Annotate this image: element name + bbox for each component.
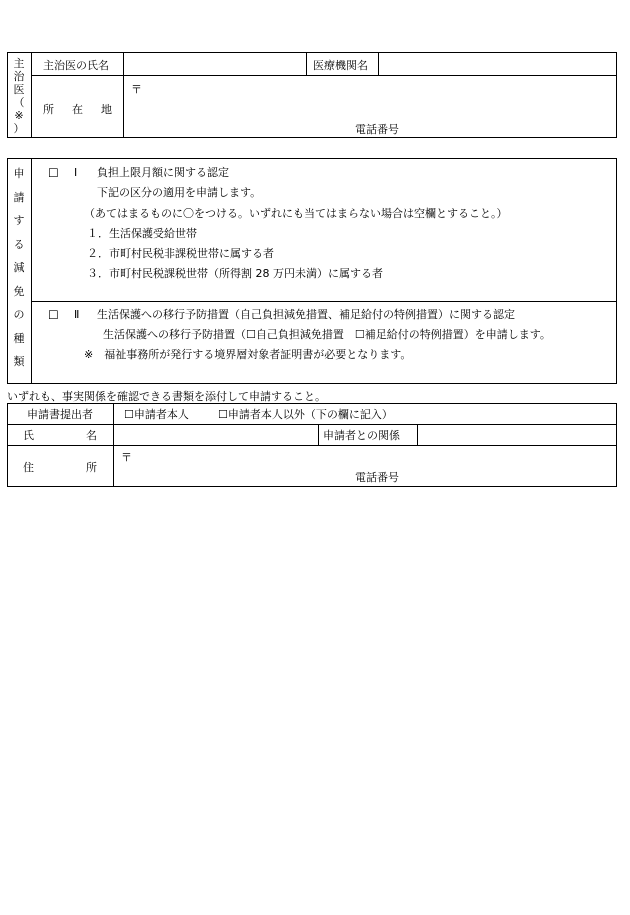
section2-note: ※ 福祉事務所が発行する境界層対象者証明書が必要となります。 [84, 348, 412, 361]
reduction-side-char: 減 [13, 261, 25, 274]
submitter-option-other[interactable]: ☐申請者本人以外（下の欄に記入） [218, 408, 393, 421]
institution-field[interactable] [379, 53, 616, 75]
section1-title: 負担上限月額に関する認定 [97, 166, 229, 179]
section2-checkbox[interactable]: ☐ [48, 308, 59, 322]
submitter-relation-label: 申請者との関係 [323, 429, 400, 442]
section1-line2: （あてはまるものに〇をつける。いずれにも当てはまらない場合は空欄とすること。） [84, 207, 508, 220]
doctor-phone-label: 電話番号 [355, 123, 399, 136]
doctor-side-char: ※ [14, 109, 24, 122]
reduction-side-char: 請 [13, 190, 25, 204]
reduction-side-char: 類 [13, 355, 25, 368]
submitter-name-label-1: 氏 [23, 429, 34, 442]
section1-option-1[interactable]: １．生活保護受給世帯 [87, 227, 197, 240]
submitter-address-label-1: 住 [23, 461, 34, 474]
doctor-address-label-1: 所 [43, 103, 54, 116]
institution-label: 医療機関名 [313, 59, 368, 72]
submitter-name-field[interactable] [114, 425, 318, 445]
reduction-table-divider-v [31, 158, 32, 384]
submitter-label: 申請書提出者 [27, 408, 93, 421]
submitter-relation-field[interactable] [418, 425, 616, 445]
section1-line1: 下記の区分の適用を申請します。 [97, 186, 262, 199]
doctor-side-char: 医 [13, 83, 25, 96]
section2-line1: 生活保護への移行予防措置（☐自己負担減免措置 ☐補足給付の特例措置）を申請します。 [103, 328, 551, 341]
submitter-postal-mark: 〒 [121, 451, 132, 464]
section2-numeral: Ⅱ [74, 308, 80, 321]
doctor-name-label: 主治医の氏名 [43, 59, 109, 72]
reduction-side-char: る [13, 237, 25, 251]
reduction-side-char: の [13, 308, 25, 321]
doctor-side-label [8, 58, 30, 136]
attachment-note: いずれも、事実関係を確認できる書類を添付して申請すること。 [7, 390, 326, 403]
doctor-address-label-2: 在 [72, 103, 83, 116]
doctor-table-divider-v3 [306, 52, 307, 76]
reduction-side-char: 申 [13, 167, 25, 180]
reduction-side-char: す [13, 214, 25, 227]
reduction-side-label [8, 168, 30, 380]
section2-title: 生活保護への移行予防措置（自己負担減免措置、補足給付の特例措置）に関する認定 [97, 308, 515, 321]
reduction-side-char: 種 [13, 331, 25, 345]
doctor-side-char: （ [13, 96, 25, 109]
submitter-name-label-2: 名 [86, 429, 97, 442]
submitter-phone-label: 電話番号 [355, 471, 399, 484]
doctor-side-char: 主 [13, 57, 25, 70]
doctor-table-divider-v1 [31, 52, 32, 138]
doctor-name-field[interactable] [124, 53, 306, 75]
doctor-address-label-3: 地 [101, 103, 112, 116]
reduction-table-divider-h [31, 301, 617, 302]
reduction-side-char: 免 [13, 284, 25, 298]
section1-option-3[interactable]: ３．市町村民税課税世帯（所得割 28 万円未満）に属する者 [87, 267, 383, 280]
submitter-address-label-2: 所 [86, 461, 97, 474]
submitter-table-divider-v2 [318, 424, 319, 446]
doctor-side-char: ） [13, 122, 25, 135]
section1-numeral: Ⅰ [74, 166, 78, 179]
section1-checkbox[interactable]: ☐ [48, 166, 59, 180]
doctor-side-char: 治 [13, 70, 25, 83]
submitter-option-self[interactable]: ☐申請者本人 [124, 408, 189, 421]
section1-option-2[interactable]: ２．市町村民税非課税世帯に属する者 [87, 247, 274, 260]
doctor-postal-mark: 〒 [131, 83, 142, 96]
